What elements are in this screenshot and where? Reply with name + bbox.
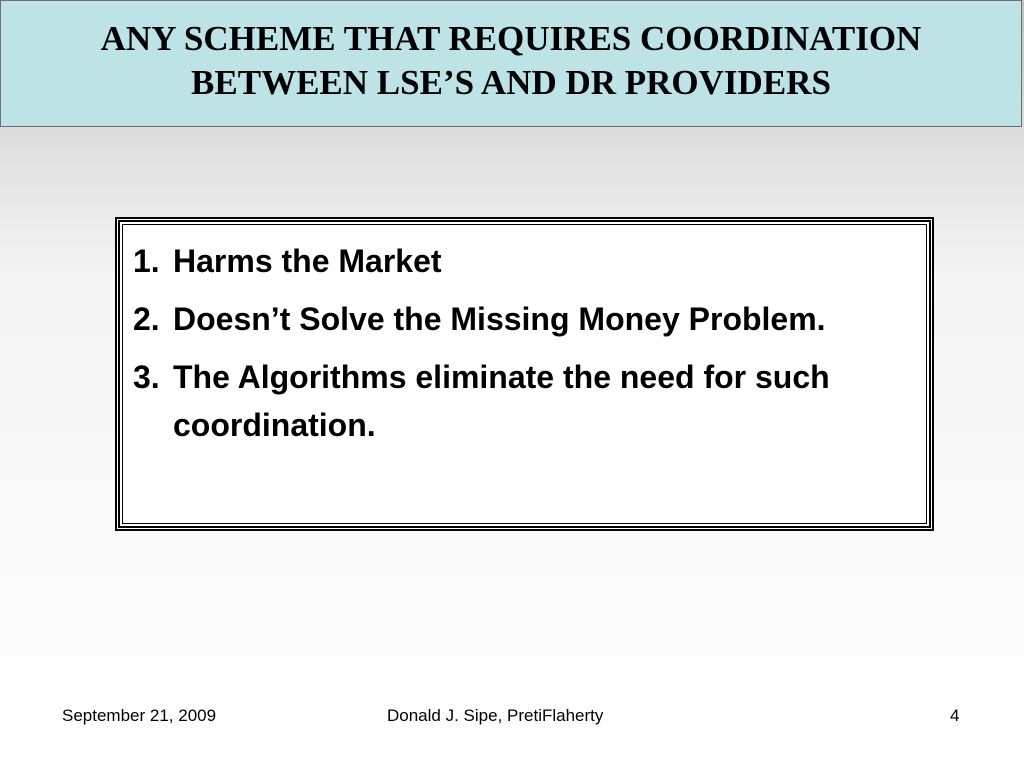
slide-title-line-2: BETWEEN LSE’S AND DR PROVIDERS <box>191 62 831 102</box>
slide-title-bar <box>0 0 1022 127</box>
footer-date: September 21, 2009 <box>62 706 217 725</box>
list-item <box>133 237 906 285</box>
list-item-text: Harms the Market <box>173 243 442 279</box>
slide-title <box>101 17 922 105</box>
list-item-text: The Algorithms eliminate the need for such coordination. <box>173 359 830 443</box>
slide-title-line-1: ANY SCHEME THAT REQUIRES COORDINATION <box>100 18 922 58</box>
list-item-number: 2. <box>133 301 160 337</box>
list-item-number: 1. <box>133 243 160 279</box>
numbered-list <box>122 224 927 524</box>
footer-page-number: 4 <box>950 706 960 725</box>
numbered-list-box <box>115 217 934 531</box>
list-item-number: 3. <box>133 359 160 395</box>
list-item-text: Doesn’t Solve the Missing Money Problem. <box>173 301 826 337</box>
list-item <box>133 295 906 343</box>
list-item <box>133 353 906 449</box>
footer-author: Donald J. Sipe, PretiFlaherty <box>387 706 604 725</box>
